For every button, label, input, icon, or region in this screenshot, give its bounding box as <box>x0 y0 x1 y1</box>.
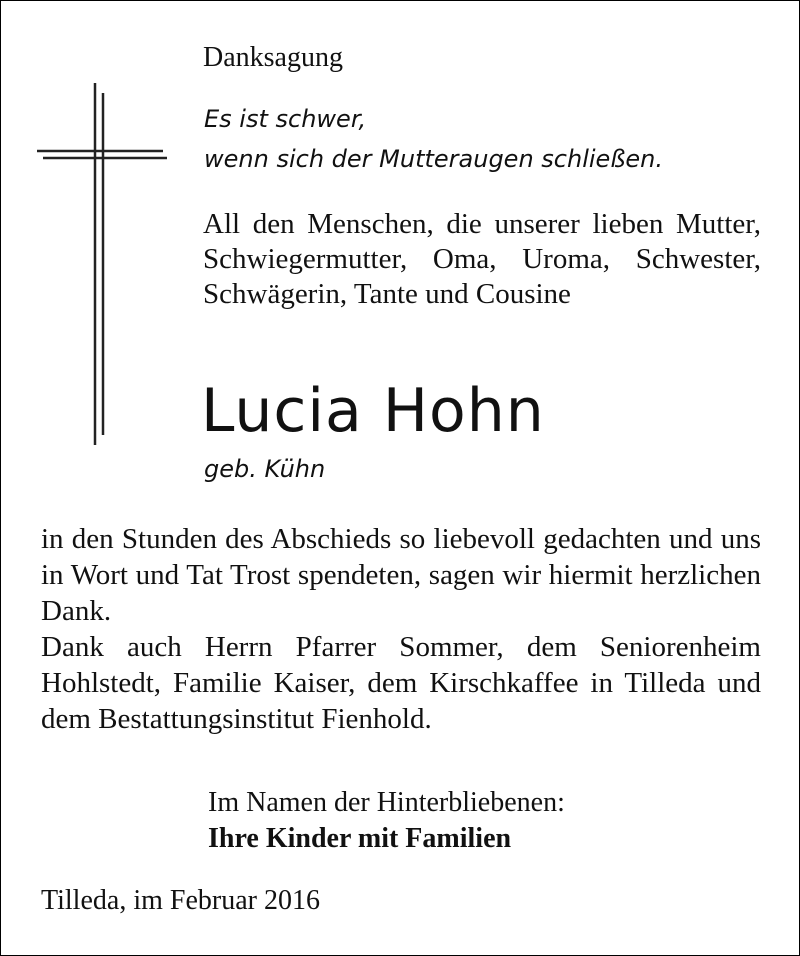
signatories: Ihre Kinder mit Familien <box>208 823 512 854</box>
verse-line-1: Es ist schwer, <box>204 105 367 133</box>
thanks-body <box>41 521 761 737</box>
cross-icon <box>37 83 167 445</box>
verse-line-2: wenn sich der Mutteraugen schließen. <box>204 145 664 173</box>
place-date: Tilleda, im Februar 2016 <box>41 885 320 916</box>
deceased-name: Lucia Hohn <box>201 376 545 446</box>
heading-danksagung: Danksagung <box>203 42 343 73</box>
thanks-paragraph-2: Dank auch Herrn Pfarrer Sommer, dem Seniorenheim Hohlstedt, Familie Kaiser, dem Kirschkaffee in Tilleda und dem Bestattungsinstitut Fienhold. <box>41 631 761 735</box>
maiden-name: geb. Kühn <box>204 455 326 483</box>
intro-paragraph: All den Menschen, die unserer lieben Mutter, Schwiegermutter, Oma, Uroma, Schwester, Schwägerin, Tante und Cousine <box>203 208 761 310</box>
verse <box>204 99 663 179</box>
thanks-paragraph-1: in den Stunden des Abschieds so liebevoll gedachten und uns in Wort und Tat Trost spendeten, sagen wir hiermit herzlichen Dank. <box>41 523 761 627</box>
closing-signature <box>208 785 565 857</box>
closing-line: Im Namen der Hinterbliebenen: <box>208 787 565 818</box>
